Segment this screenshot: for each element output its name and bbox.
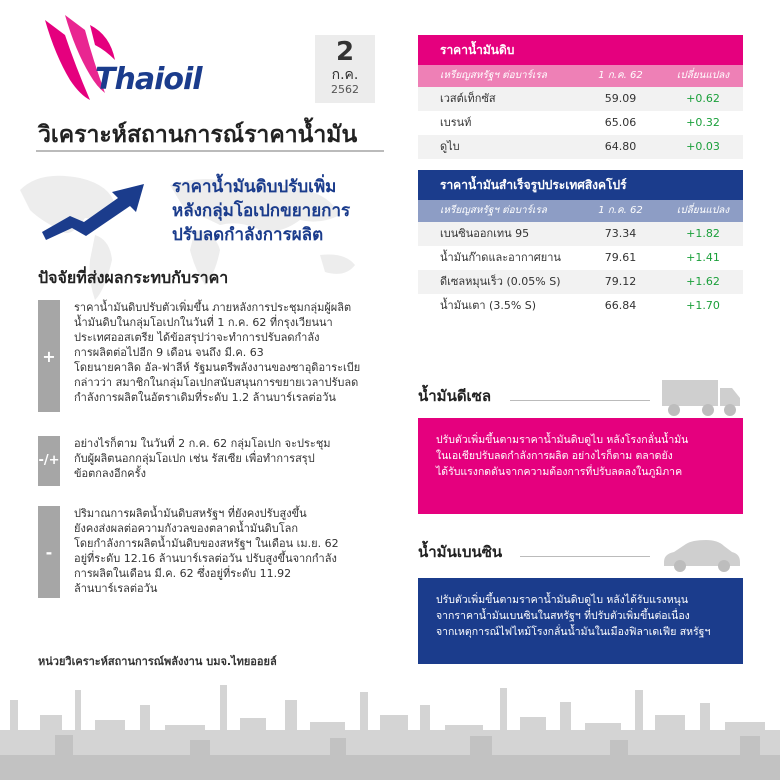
- table-body: [418, 222, 743, 318]
- product-name: น้ำมันเตา (3.5% S): [440, 299, 537, 312]
- change-value: +1.62: [686, 275, 720, 288]
- table-title: ราคาน้ำมันดิบ: [418, 35, 743, 65]
- factor-text: [74, 300, 394, 405]
- car-icon: [660, 538, 742, 574]
- date-year: 2562: [331, 83, 359, 96]
- page-title: วิเคราะห์สถานการณ์ราคาน้ำมัน: [38, 122, 358, 148]
- price-value: 79.12: [604, 275, 637, 288]
- factor-line: อย่างไรก็ตาม ในวันที่ 2 ก.ค. 62 กลุ่มโอเปก จะประชุม: [74, 437, 331, 450]
- headline-line: หลังกลุ่มโอเปกขยายการ: [172, 201, 351, 221]
- factor-text: [74, 506, 394, 596]
- factor-line: โดยกำลังการผลิตน้ำมันดิบของสหรัฐฯ ในเดือน เม.ย. 62: [74, 537, 339, 550]
- factor-line: ล้านบาร์เรลต่อวัน: [74, 582, 158, 595]
- change-value: +0.62: [686, 92, 720, 105]
- date-day: 2: [335, 37, 355, 67]
- table-row: [418, 246, 743, 270]
- factor-line: กับผู้ผลิตนอกกลุ่มโอเปก เช่น รัสเซีย เพื่อทำการสรุป: [74, 452, 315, 465]
- crude-price-table: [418, 35, 743, 159]
- table-header-row: [418, 200, 743, 222]
- product-name: เบรนท์: [440, 116, 472, 129]
- column-header: 1 ก.ค. 62: [598, 205, 643, 216]
- column-header: เหรียญสหรัฐฯ ต่อบาร์เรล: [440, 205, 547, 216]
- price-value: 73.34: [604, 227, 637, 240]
- table-header-row: [418, 65, 743, 87]
- factor-line: กล่าวว่า สมาชิกในกลุ่มโอเปกสนับสนุนการขยายเวลาปรับลด: [74, 376, 359, 389]
- factor-line: ปริมาณการผลิตน้ำมันดิบสหรัฐฯ ที่ยังคงปรับสูงขึ้น: [74, 507, 307, 520]
- price-value: 64.80: [604, 140, 637, 153]
- factor-item: [38, 436, 388, 486]
- brand-wordmark: Thaioil: [95, 62, 202, 97]
- trend-arrow-icon: [40, 180, 160, 240]
- table-row: [418, 222, 743, 246]
- negative-marker: -: [38, 506, 60, 598]
- change-value: +0.03: [686, 140, 720, 153]
- table-title: ราคาน้ำมันสำเร็จรูปประเทศสิงคโปร์: [418, 170, 743, 200]
- product-name: ดีเซลหมุนเร็ว (0.05% S): [440, 275, 561, 288]
- column-header: เปลี่ยนแปลง: [676, 70, 730, 81]
- singapore-price-table: [418, 170, 743, 318]
- summary-line: ได้รับแรงกดดันจากความต้องการที่ปรับลดลงในภูมิภาค: [436, 466, 683, 478]
- factor-line: น้ำมันดิบในกลุ่มโอเปกในวันที่ 1 ก.ค. 62 ที่กรุงเวียนนา: [74, 316, 333, 329]
- title-divider: [36, 150, 384, 152]
- summary-line: ปรับตัวเพิ่มขึ้นตามราคาน้ำมันดิบดูไบ หลังโรงกลั่นน้ำมัน: [436, 434, 689, 446]
- date-box: [315, 35, 375, 103]
- factor-line: ประเทศออสเตรีย ได้ข้อสรุปว่าจะทำการปรับลดกำลัง: [74, 331, 320, 344]
- factor-line: ยังคงส่งผลต่อความกังวลของตลาดน้ำมันดิบโลก: [74, 522, 299, 535]
- factor-item: [38, 300, 388, 412]
- table-row: [418, 294, 743, 318]
- date-month: ก.ค.: [331, 67, 359, 83]
- factor-line: ราคาน้ำมันดิบปรับตัวเพิ่มขึ้น ภายหลังการประชุมกลุ่มผู้ผลิต: [74, 301, 352, 314]
- change-value: +1.70: [686, 299, 720, 312]
- positive-marker: +: [38, 300, 60, 412]
- mixed-marker: -/+: [38, 436, 60, 486]
- gasoline-summary-box: [418, 578, 743, 664]
- headline-line: ปรับลดกำลังการผลิต: [172, 225, 324, 245]
- section-divider: [520, 556, 650, 557]
- gasoline-title: น้ำมันเบนซิน: [418, 543, 503, 561]
- factor-line: อยู่ที่ระดับ 12.16 ล้านบาร์เรลต่อวัน ปรับสูงขึ้นจากกำลัง: [74, 552, 337, 565]
- factor-text: [74, 436, 394, 481]
- product-name: เบนซินออกเทน 95: [440, 227, 530, 240]
- factors-title: ปัจจัยที่ส่งผลกระทบกับราคา: [38, 268, 229, 287]
- summary-line: ในเอเชียปรับลดกำลังการผลิต อย่างไรก็ตาม ตลาดยัง: [436, 450, 673, 462]
- footer-organization: หน่วยวิเคราะห์สถานการณ์พลังงาน บมจ.ไทยออยล์: [38, 655, 277, 668]
- change-value: +0.32: [686, 116, 720, 129]
- factor-line: ข้อตกลงอีกครั้ง: [74, 467, 146, 480]
- table-row: [418, 135, 743, 159]
- column-header: 1 ก.ค. 62: [598, 70, 643, 81]
- price-value: 65.06: [604, 116, 637, 129]
- table-body: [418, 87, 743, 159]
- column-header: เปลี่ยนแปลง: [676, 205, 730, 216]
- summary-line: จากราคาน้ำมันเบนซินในสหรัฐฯ ที่ปรับตัวเพิ่มขึ้นต่อเนื่อง: [436, 610, 690, 622]
- product-name: ดูไบ: [440, 140, 460, 153]
- product-name: น้ำมันก๊าดและอากาศยาน: [440, 251, 561, 264]
- factor-line: การผลิตในเดือน มี.ค. 62 ซึ่งอยู่ที่ระดับ 11.92: [74, 567, 292, 580]
- product-name: เวสต์เท็กซัส: [440, 92, 496, 105]
- summary-line: ปรับตัวเพิ่มขึ้นตามราคาน้ำมันดิบดูไบ หลังได้รับแรงหนุน: [436, 594, 689, 606]
- change-value: +1.82: [686, 227, 720, 240]
- factor-line: กำลังการผลิตในอัตราเดิมที่ระดับ 1.2 ล้านบาร์เรลต่อวัน: [74, 391, 336, 404]
- headline: [172, 175, 402, 247]
- change-value: +1.41: [686, 251, 720, 264]
- section-divider: [510, 400, 650, 401]
- table-row: [418, 87, 743, 111]
- table-row: [418, 111, 743, 135]
- diesel-summary-box: [418, 418, 743, 514]
- column-header: เหรียญสหรัฐฯ ต่อบาร์เรล: [440, 70, 547, 81]
- factor-line: การผลิตต่อไปอีก 9 เดือน จนถึง มี.ค. 63: [74, 346, 264, 359]
- price-value: 79.61: [604, 251, 637, 264]
- factor-line: โดยนายคาลิด อัล-ฟาลีห์ รัฐมนตรีพลังงานของซาอุดิอาระเบีย: [74, 361, 361, 374]
- price-value: 59.09: [604, 92, 637, 105]
- headline-line: ราคาน้ำมันดิบปรับเพิ่ม: [172, 177, 337, 197]
- refinery-skyline: [0, 670, 780, 780]
- summary-line: จากเหตุการณ์ไฟไหม้โรงกลั่นน้ำมันในเมืองฟิลาเดเฟีย สหรัฐฯ: [436, 626, 711, 638]
- truck-icon: [660, 378, 742, 418]
- price-value: 66.84: [604, 299, 637, 312]
- factor-item: [38, 506, 388, 598]
- diesel-title: น้ำมันดีเซล: [418, 387, 492, 405]
- table-row: [418, 270, 743, 294]
